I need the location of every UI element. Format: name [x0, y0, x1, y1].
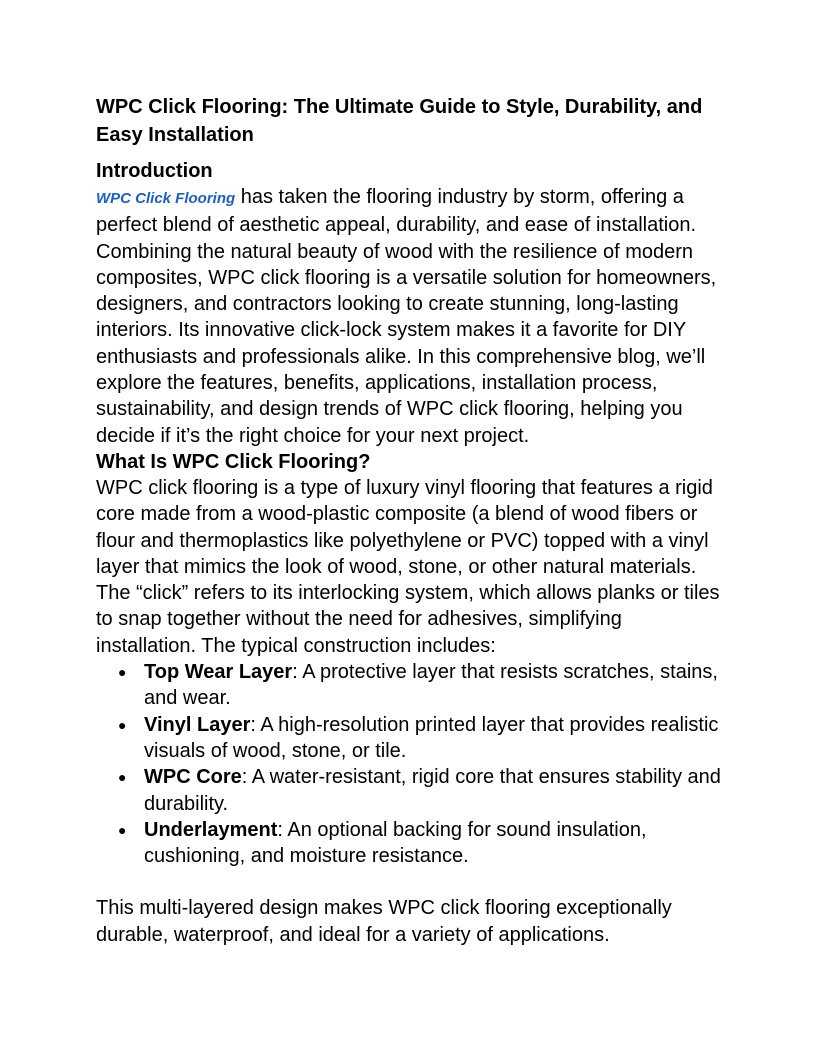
list-item-wpc-core — [96, 764, 726, 817]
list-item-description: : A protective layer that resists scratches, stains, and wear. — [144, 661, 718, 710]
list-item-underlayment — [96, 817, 726, 870]
introduction-paragraph-text: has taken the flooring industry by storm, offering a perfect blend of aesthetic appeal, durability, and ease of installation. Combining the natural beauty of wood with the resilience of modern composites, WPC click flooring is a versatile solution for homeowners, designers, and contractors looking to create stunning, long-lasting interiors. Its innovative click-lock system makes it a favorite for DIY enthusiasts and professionals alike. In this comprehensive blog, we’ll explore the features, benefits, applications, installation process, sustainability, and design trends of WPC click flooring, helping you decide if it’s the right choice for your next project. — [96, 186, 717, 447]
document-page — [96, 93, 726, 948]
list-item-description: : An optional backing for sound insulation, cushioning, and moisture resistance. — [144, 818, 647, 868]
construction-list — [96, 659, 726, 869]
list-item-term: Vinyl Layer — [144, 713, 251, 736]
list-item-term: Top Wear Layer — [144, 661, 293, 684]
bullet-icon: ● — [118, 664, 127, 681]
closing-paragraph: This multi-layered design makes WPC click flooring exceptionally durable, waterproof, and ideal for a variety of applications. — [96, 897, 672, 946]
introduction-paragraph — [96, 184, 726, 449]
what-is-heading: What Is WPC Click Flooring? — [96, 450, 371, 473]
bullet-icon: ● — [118, 769, 127, 786]
introduction-heading: Introduction — [96, 160, 213, 182]
bullet-icon: ● — [118, 821, 127, 838]
bullet-icon: ● — [118, 716, 127, 733]
list-item-vinyl-layer — [96, 712, 726, 765]
list-item-description: : A water-resistant, rigid core that ensures stability and durability. — [144, 766, 721, 815]
wpc-click-flooring-link[interactable]: WPC Click Flooring — [96, 190, 236, 207]
list-item-description: : A high-resolution printed layer that provides realistic visuals of wood, stone, or tile. — [144, 713, 719, 762]
list-item-term: WPC Core — [144, 766, 242, 789]
document-title: WPC Click Flooring: The Ultimate Guide to Style, Durability, and Easy Installation — [96, 96, 703, 146]
list-item-term: Underlayment — [144, 818, 278, 841]
what-is-paragraph: WPC click flooring is a type of luxury vinyl flooring that features a rigid core made from a wood-plastic composite (a blend of wood fibers or flour and thermoplastics like polyethylene or PVC) topped with a vinyl layer that mimics the look of wood, stone, or other natural materials. The “click” refers to its interlocking system, which allows planks or tiles to snap together without the need for adhesives, simplifying installation. The typical construction includes: — [96, 476, 720, 657]
list-item-top-wear-layer — [96, 659, 726, 712]
